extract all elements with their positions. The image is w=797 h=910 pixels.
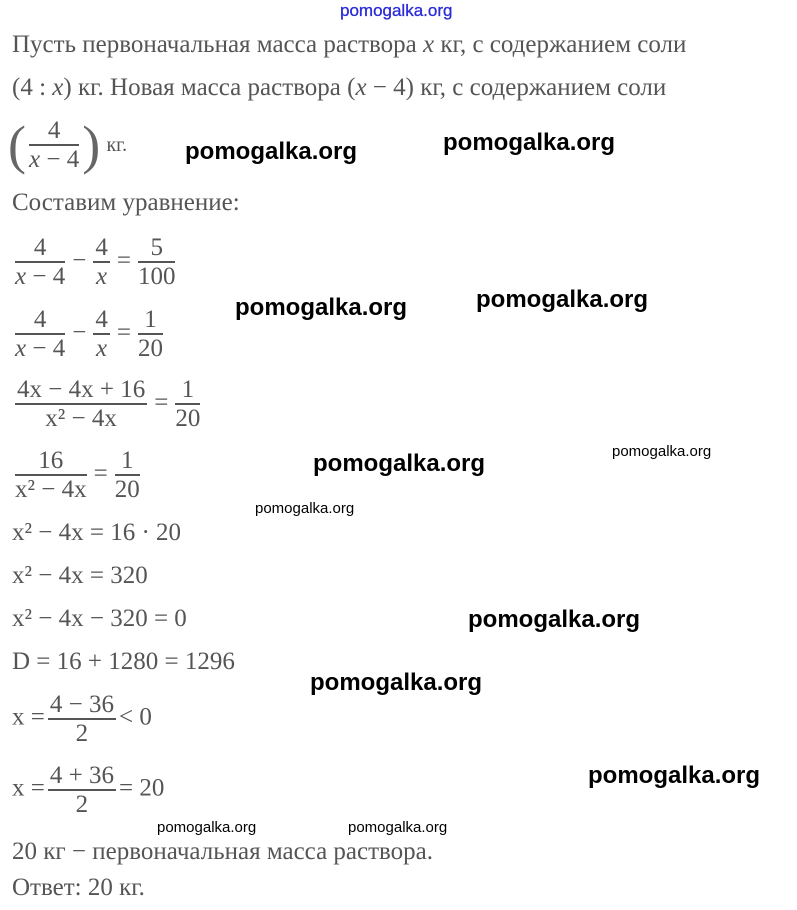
lhs: x = xyxy=(12,703,45,731)
text: − 4 xyxy=(26,263,66,290)
variable: x xyxy=(52,74,64,101)
fraction xyxy=(138,306,163,362)
operator: − xyxy=(72,318,87,346)
right-paren: ) xyxy=(82,115,101,175)
watermark: pomogalka.org xyxy=(157,819,257,836)
numerator: 4 + 36 xyxy=(49,762,114,789)
fraction xyxy=(93,306,110,362)
denominator: 20 xyxy=(114,476,140,503)
equation-6: x² − 4x = 320 xyxy=(12,562,148,589)
variable: x xyxy=(355,74,367,101)
numerator: 4 xyxy=(95,234,108,261)
equation-4 xyxy=(12,447,143,503)
numerator: 4 xyxy=(95,306,108,333)
discriminant: D = 16 + 1280 = 1296 xyxy=(12,648,235,675)
numerator: 4 − 36 xyxy=(49,691,114,718)
watermark: pomogalka.org xyxy=(468,606,641,633)
fraction xyxy=(138,234,176,290)
equation-2 xyxy=(12,306,166,362)
unit: кг. xyxy=(106,134,128,156)
intro-line-1 xyxy=(12,30,686,60)
variable: x xyxy=(15,335,27,362)
intro-line-2 xyxy=(12,73,666,103)
text: (4 : xyxy=(12,74,53,101)
equation-7: x² − 4x − 320 = 0 xyxy=(12,605,187,632)
denominator xyxy=(15,263,65,290)
watermark: pomogalka.org xyxy=(185,138,358,165)
fraction xyxy=(15,234,65,290)
root-2 xyxy=(12,762,164,818)
denominator: 100 xyxy=(137,263,176,290)
numerator: 4x − 4x + 16 xyxy=(17,376,146,403)
compose-heading: Составим уравнение: xyxy=(12,189,240,216)
denominator xyxy=(29,146,79,173)
watermark: pomogalka.org xyxy=(255,500,355,517)
denominator: x² − 4x xyxy=(15,476,87,503)
fraction xyxy=(15,376,147,432)
equation-1 xyxy=(12,234,178,290)
variable: x xyxy=(28,146,41,173)
equation-3 xyxy=(12,376,203,432)
fraction xyxy=(48,762,116,818)
denominator: 20 xyxy=(175,405,201,432)
fraction xyxy=(93,234,110,290)
fraction xyxy=(48,691,116,747)
fraction xyxy=(115,447,140,503)
denominator xyxy=(15,335,65,362)
answer: Ответ: 20 кг. xyxy=(12,874,145,901)
operator: − xyxy=(72,246,87,274)
text: − 4 xyxy=(40,146,80,173)
lhs: x = xyxy=(12,774,45,802)
root-1 xyxy=(12,691,152,747)
text: Пусть первоначальная масса раствора xyxy=(12,31,417,58)
text: − 4 xyxy=(26,335,66,362)
denominator: x² − 4x xyxy=(45,405,117,432)
numerator: 1 xyxy=(115,447,140,476)
watermark: pomogalka.org xyxy=(235,294,408,321)
rhs: < 0 xyxy=(118,703,152,731)
numerator: 1 xyxy=(138,306,163,335)
intro-line-3 xyxy=(8,117,127,173)
denominator: 2 xyxy=(75,720,89,747)
numerator: 4 xyxy=(15,234,65,263)
watermark: pomogalka.org xyxy=(443,129,616,156)
watermark-top: pomogalka.org xyxy=(340,1,453,20)
watermark: pomogalka.org xyxy=(612,443,712,460)
denominator: 20 xyxy=(137,335,163,362)
watermark: pomogalka.org xyxy=(310,669,483,696)
variable: x xyxy=(15,263,27,290)
denominator: x xyxy=(96,335,108,362)
denominator: 2 xyxy=(75,791,89,818)
left-paren: ( xyxy=(8,115,26,175)
numerator: 1 xyxy=(175,376,200,405)
operator: = xyxy=(116,246,131,274)
numerator: 4 xyxy=(29,117,79,146)
watermark: pomogalka.org xyxy=(588,762,761,789)
watermark: pomogalka.org xyxy=(348,819,448,836)
watermark: pomogalka.org xyxy=(313,450,486,477)
fraction xyxy=(29,117,79,173)
rhs: = 20 xyxy=(118,774,165,802)
conclusion: 20 кг − первоначальная масса раствора. xyxy=(12,838,434,865)
variable: x xyxy=(423,31,435,58)
operator: = xyxy=(154,388,169,416)
text: кг, с содержанием соли xyxy=(440,31,687,58)
denominator: x xyxy=(96,263,108,290)
numerator: 4 xyxy=(15,306,65,335)
text: ) кг. Новая масса раствора ( xyxy=(63,74,356,101)
fraction xyxy=(175,376,200,432)
numerator: 5 xyxy=(138,234,176,263)
fraction xyxy=(15,447,87,503)
equation-5: x² − 4x = 16 · 20 xyxy=(12,519,182,546)
operator: = xyxy=(93,459,108,487)
fraction xyxy=(15,306,65,362)
operator: = xyxy=(116,318,131,346)
text: − 4) кг, с содержанием соли xyxy=(366,74,667,101)
numerator: 16 xyxy=(15,447,87,476)
watermark: pomogalka.org xyxy=(476,286,649,313)
